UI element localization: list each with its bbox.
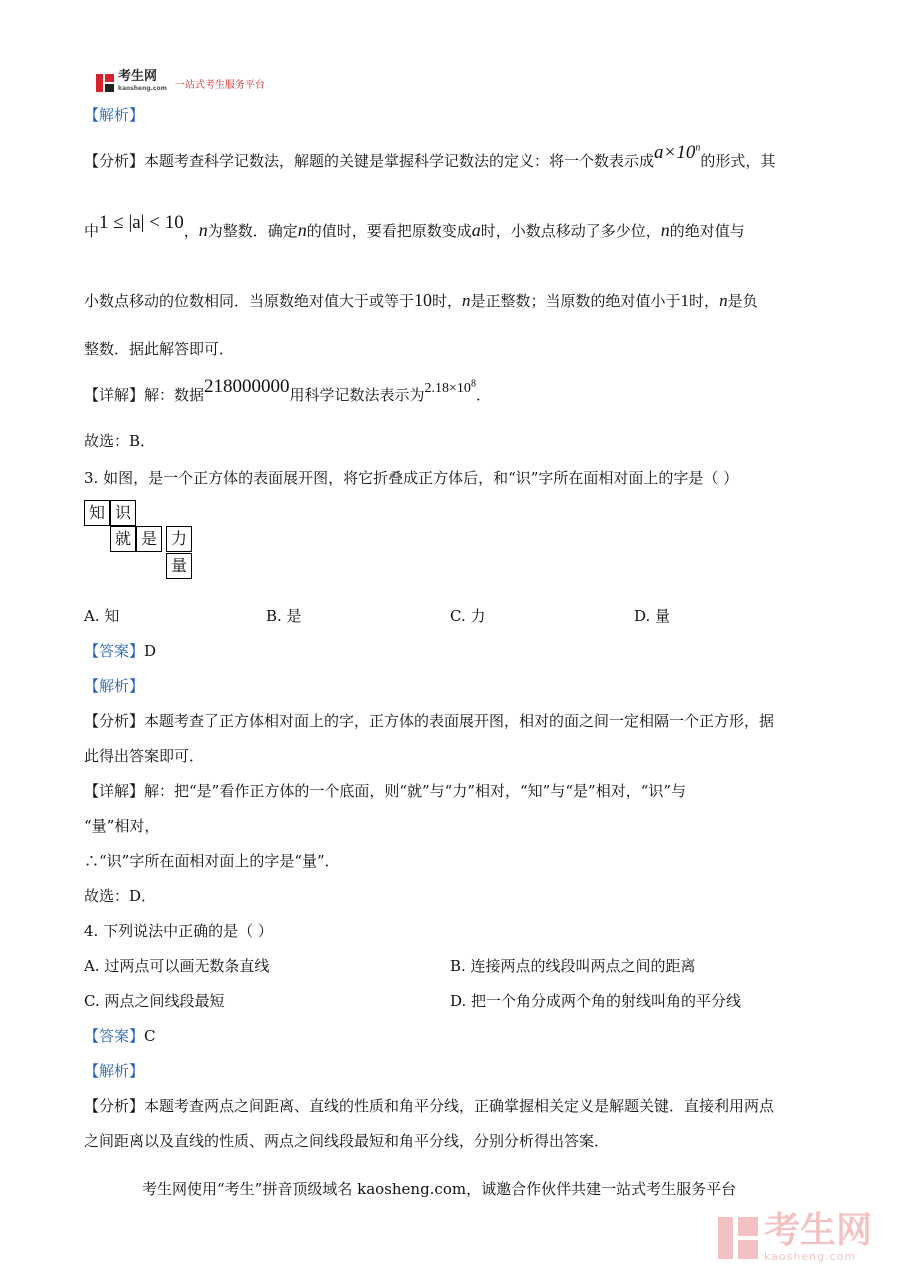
q3-option-b: B. 是 [266,607,302,625]
net-cell-shi: 识 [110,500,136,526]
q4-jiexi-label: 【解析】 [84,1062,145,1080]
q3-xiangjie-line3: ∴“识”字所在面相对面上的字是“量”． [84,852,340,870]
q3-guxuan: 故选：D． [84,887,157,905]
q3-option-d: D. 量 [634,607,671,625]
q3-xiangjie-line1: 【详解】解：把“是”看作正方体的一个底面，则“就”与“力”相对，“知”与“是”相对，“识”与 [84,782,687,800]
q2-guxuan: 故选：B． [84,432,156,450]
q4-option-b: B. 连接两点的线段叫两点之间的距离 [450,957,696,975]
q4-answer: 【答案】C [84,1027,156,1045]
q3-option-c: C. 力 [450,607,486,625]
q3-fenxi-line2: 此得出答案即可． [84,747,205,765]
watermark-domain: kaosheng.com [764,1250,857,1263]
q4-fenxi-line1: 【分析】本题考查两点之间距离、直线的性质和角平分线，正确掌握相关定义是解题关键．直接利用两点 [84,1097,775,1115]
q4-option-c: C. 两点之间线段最短 [84,992,225,1010]
q3-stem: 3. 如图，是一个正方体的表面展开图，将它折叠成正方体后，和“识”字所在面相对面上的字是（ ） [84,469,739,487]
logo-name: 考生网 [118,69,158,84]
q3-answer: 【答案】D [84,642,157,660]
q2-formula-range: 1 ≤ |a| < 10 [99,212,184,233]
watermark [718,1212,872,1263]
q2-xiangjie-line: 【详解】解：数据218000000用科学记数法表示为$2.18\times 10^8$． [84,376,491,404]
logo-slogan: 一站式考生服务平台 [174,79,265,91]
net-cell-jiu: 就 [110,526,136,552]
q4-option-a: A. 过两点可以画无数条直线 [84,957,270,975]
footer-text: 考生网使用“考生”拼音顶级域名 kaosheng.com，诚邀合作伙伴共建一站式考生服务平台 [142,1180,737,1198]
logo-domain: kaosheng.com [118,85,167,92]
net-cell-liang: 量 [166,553,192,579]
q2-result: 2.18×10 [424,381,471,396]
watermark-name: 考生网 [764,1210,873,1251]
q2-fenxi-line3: 小数点移动的位数相同．当原数绝对值大于或等于10时，n是正整数；当原数的绝对值小于1时，n是负 [84,290,758,310]
q4-option-d: D. 把一个角分成两个角的射线叫角的平分线 [450,992,742,1010]
q2-formula-a10n: a×10 [654,142,696,163]
watermark-logo-icon [718,1217,758,1259]
q3-option-a: A. 知 [84,607,120,625]
header-logo [96,71,265,95]
q2-fenxi-line1: 【分析】本题考查科学记数法，解题的关键是掌握科学记数法的定义：将一个数表示成$a\times 10^n$的形式，其 [84,142,776,170]
q3-fenxi-line1: 【分析】本题考查了正方体相对面上的字，正方体的表面展开图，相对的面之间一定相隔一个正方形，据 [84,712,775,730]
q2-fenxi-line4: 整数．据此解答即可． [84,340,235,358]
q2-fenxi-line2: 中1 ≤ |a| < 10，n为整数．确定n的值时，要看把原数变成a时，小数点移动了多少位，n的绝对值与 [84,212,745,240]
net-cell-zhi: 知 [84,500,110,526]
q2-number: 218000000 [204,376,290,397]
q3-xiangjie-line2: “量”相对， [84,817,160,835]
net-cell-li: 力 [166,526,192,552]
kaosheng-logo-icon [96,74,114,92]
q3-jiexi-label: 【解析】 [84,677,145,695]
q4-fenxi-line2: 之间距离以及直线的性质、两点之间线段最短和角平分线，分别分析得出答案． [84,1132,610,1150]
net-cell-shi2: 是 [136,526,162,552]
q2-jiexi-label: 【解析】 [84,106,145,124]
q4-stem: 4. 下列说法中正确的是（ ） [84,922,273,940]
